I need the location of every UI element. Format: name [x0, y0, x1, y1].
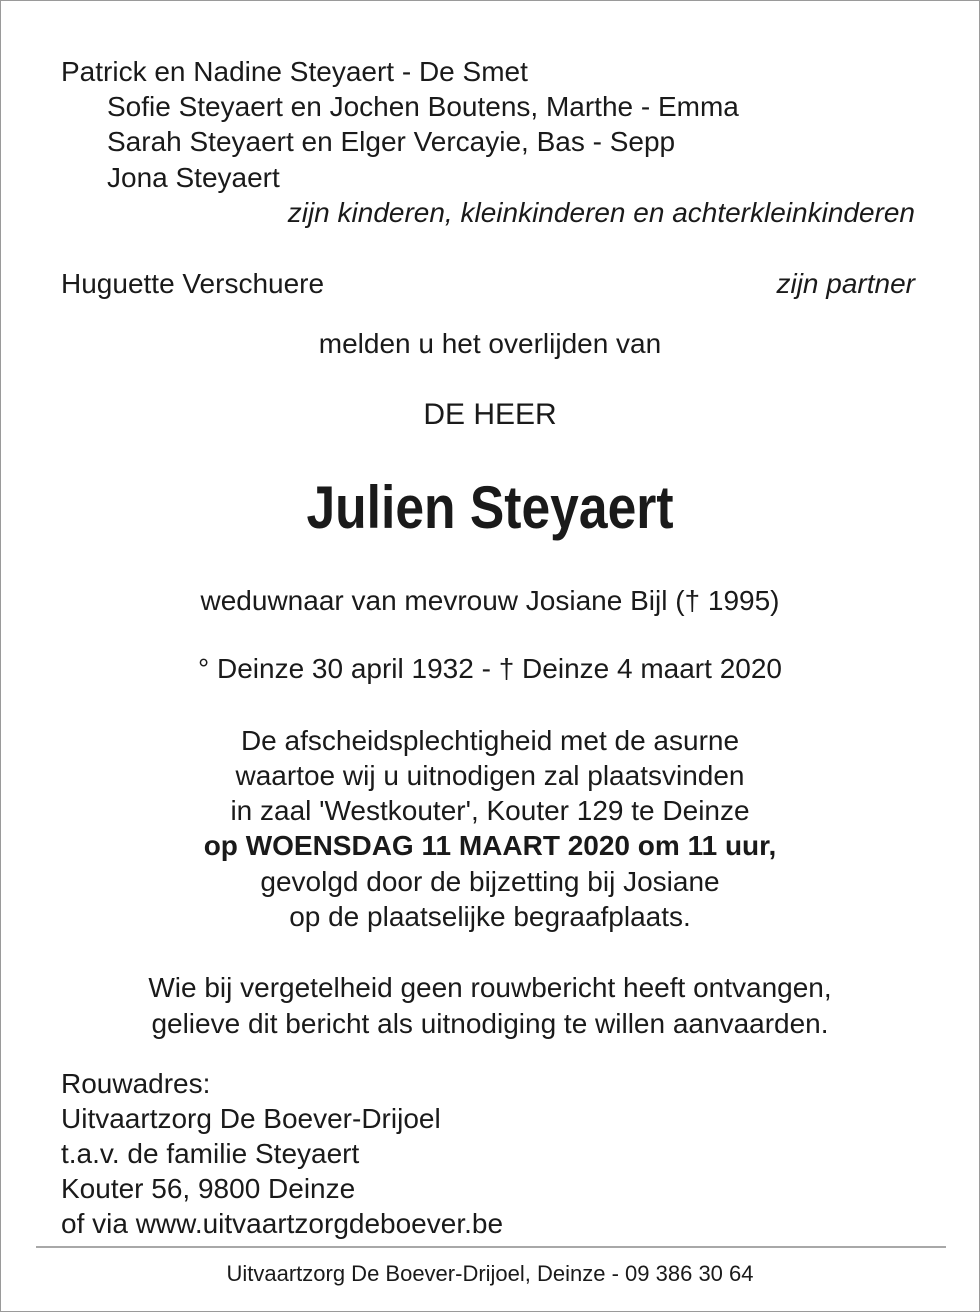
ceremony-line-1: De afscheidsplechtigheid met de asurne: [240, 725, 740, 756]
dates-text: ° Deinze 30 april 1932 - † Deinze 4 maart 2020: [198, 653, 782, 684]
notice-line-2: gelieve dit bericht als uitnodiging te willen aanvaarden.: [151, 1008, 829, 1039]
partner-name: Huguette Verschuere: [61, 268, 325, 299]
notice-line-1: Wie bij vergetelheid geen rouwbericht heeft ontvangen,: [148, 972, 832, 1003]
address-website: of via www.uitvaartzorgdeboever.be: [61, 1208, 504, 1239]
footer-text: Uitvaartzorg De Boever-Drijoel, Deinze - 09 386 30 64: [226, 1261, 754, 1286]
ceremony-line-3: in zaal 'Westkouter', Kouter 129 te Deinze: [230, 795, 750, 826]
ceremony-line-5: gevolgd door de bijzetting bij Josiane: [260, 866, 720, 897]
family-relation: zijn kinderen, kleinkinderen en achterkleinkinderen: [287, 197, 915, 228]
address-attention: t.a.v. de familie Steyaert: [61, 1138, 360, 1169]
deceased-name: Julien Steyaert: [306, 474, 674, 541]
address-company: Uitvaartzorg De Boever-Drijoel: [61, 1103, 441, 1134]
family-line-2: Sofie Steyaert en Jochen Boutens, Marthe - Emma: [107, 91, 739, 122]
title-text: DE HEER: [423, 398, 557, 431]
family-line-3: Sarah Steyaert en Elger Vercayie, Bas - Sepp: [107, 126, 676, 157]
widower-text: weduwnaar van mevrouw Josiane Bijl († 1995): [200, 585, 780, 616]
family-line-1: Patrick en Nadine Steyaert - De Smet: [61, 56, 528, 87]
address-label: Rouwadres:: [61, 1068, 211, 1099]
footer-divider: [36, 1246, 946, 1248]
ceremony-date: op WOENSDAG 11 MAART 2020 om 11 uur,: [203, 830, 777, 861]
ceremony-line-2: waartoe wij u uitnodigen zal plaatsvinden: [235, 760, 745, 791]
family-line-4: Jona Steyaert: [107, 162, 280, 193]
announce-text: melden u het overlijden van: [318, 328, 662, 359]
ceremony-line-6: op de plaatselijke begraafplaats.: [289, 901, 691, 932]
partner-relation: zijn partner: [776, 268, 915, 299]
address-street: Kouter 56, 9800 Deinze: [61, 1173, 356, 1204]
